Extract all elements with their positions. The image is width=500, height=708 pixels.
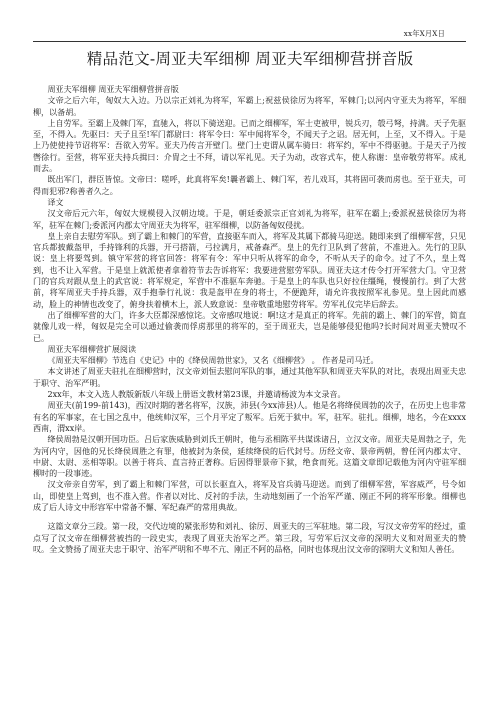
date-line: xx年X月X日 xyxy=(403,29,445,38)
extended-reading-heading: 周亚夫军细柳营扩展阅读 xyxy=(47,344,136,354)
translation-heading: 译文 xyxy=(47,197,64,207)
document-title: 精品范文-周亚夫军细柳 周亚夫军细柳营拼音版 xyxy=(86,50,414,68)
extended-reading-paragraph: 本文讲述了周亚夫驻扎在细柳营时，汉文帝刘恒去慰问军队的事，通过其他军队和周亚夫军队的对比，表现出周亚夫忠于职守、治军严明。 xyxy=(33,367,466,388)
header-rule xyxy=(33,41,466,42)
translation-paragraph: 汉文帝后元六年，匈奴大规模侵入汉朝边境。于是，朝廷委派宗正官刘礼为将军，驻军在霸上;委派祝兹侯徐厉为将军，驻军在棘门;委派河内郡太守周亚夫为将军，驻军细柳，以防备匈奴侵扰。 xyxy=(33,209,466,230)
extended-reading-paragraph: 绛侯周勃是汉朝开国功臣。吕后家族威胁到刘氏王朝时，他与丞相陈平共谋诛诸吕，立汉文帝。周亚夫是周勃之子，先为河内守，因他的兄长绛侯周胜之有罪，他被封为条侯，延续绛侯的后代封号。历经文帝、景帝两朝，曾任河内郡太守、中尉、太尉、丞相等职。以善于将兵、直言持正著称。后因得罪景帝下狱，绝食而死。这篇文章即记载他为河内守驻军细柳时的一段事迹。 xyxy=(33,435,466,479)
structure-analysis-paragraph: 这篇文章分三段。第一段，交代边境的紧张形势和刘礼、徐厉、周亚夫的三军驻地。第二段，写汉文帝劳军的经过，重点写了汉文帝在细柳营被挡的一段史实，表现了周亚夫治军之严。第三段，写劳军后汉文帝的深明大义和对周亚夫的赞叹。全文赞扬了周亚夫忠于职守、治军严明和不卑不亢、刚正不阿的品格，同时也体现出汉文帝的深明大义和知人善任。 xyxy=(33,522,466,554)
original-text-paragraph: 既出军门，群臣皆惊。文帝曰：嗟呼，此真将军矣!曩者霸上、棘门军，若儿戏耳，其将固可袭而虏也。至于亚夫，可得而犯邪?称善者久之。 xyxy=(33,175,466,196)
translation-paragraph: 出了细柳军营的大门，许多大臣都深感惊诧。文帝感叹地说：啊!这才是真正的将军。先前的霸上、棘门的军营，简直就像儿戏一样，匈奴是完全可以通过偷袭而俘虏那里的将军的，至于周亚夫，岂是能够侵犯他吗?长时间对周亚夫赞叹不已。 xyxy=(33,310,466,343)
extended-reading-paragraph: 《周亚夫军细柳》节选自《史记》中的《绛侯周勃世家》，又名《细柳营》 。 作者是司马迁。 xyxy=(47,356,379,366)
extended-reading-paragraph: 周亚夫(前199-前143)，西汉时期的著名将军，汉族，沛县(今xx沛县)人。他是名将绛侯周勃的次子，在历史上也非常有名的军事家，在七国之乱中，他统帅汉军，三个月平定了叛军。后死于狱中。军，驻军。驻扎。细柳，地名，今在xxxx西南，渭xx岸。 xyxy=(33,401,466,433)
subtitle-paragraph: 周亚夫军细柳 周亚夫军细柳营拼音版 xyxy=(47,85,179,94)
original-text-paragraph: 上自劳军。至霸上及棘门军，直驰入，将以下骑送迎。已而之细柳军，军士吏被甲，锐兵刃，彀弓弩，持满。天子先驱至，不得入。先驱曰：天子且至!军门都尉曰：将军令曰：军中闻将军令，不闻天子之诏。居无何，上至，又不得入。于是上乃使使持节诏将军：吾欲入劳军。亚夫乃传言开壁门。壁门士吏谓从属车骑曰：将军约，军中不得驱驰。于是天子乃按辔徐行。至营，将军亚夫持兵揖曰：介胄之士不拜，请以军礼见。天子为动，改容式车，使人称谢：皇帝敬劳将军。成礼而去。 xyxy=(33,118,466,174)
original-text-paragraph: 文帝之后六年，匈奴大入边。乃以宗正刘礼为将军，军霸上;祝兹侯徐厉为将军，军棘门;以河内守亚夫为将军，军细柳，以备胡。 xyxy=(33,96,466,117)
document-body xyxy=(33,84,466,555)
extended-reading-paragraph: 汉文帝亲自劳军，到了霸上和棘门军营，可以长驱直入，将军及官兵骑马迎送。而到了细柳军营，军容威严，号令如山，即使皇上驾到，也不准入营。作者以对比、反衬的手法，生动地刻画了一个治军严谨、刚正不阿的将军形象。细柳也成了后人诗文中形容军中常备不懈、军纪森严的常用典故。 xyxy=(33,480,466,512)
extended-reading-paragraph: 2xx年，本文入选人教版新版八年级上册语文教材第23课，并邀请杨波为本文录音。 xyxy=(47,390,346,400)
translation-paragraph: 皇上亲自去慰劳军队。到了霸上和棘门的军营，直接驱车而入，将军及其属下都骑马迎送。随即来到了细柳军营，只见官兵都披戴盔甲，手持锋利的兵器，开弓搭箭，弓拉满月，戒备森严。皇上的先行卫队到了营前，不准进入。先行的卫队说：皇上将要驾到。镇守军营的将官回答：将军有令：军中只听从将军的命令，不听从天子的命令。过了不久，皇上驾到，也不让入军营。于是皇上就派使者拿着符节去告诉将军：我要进营慰劳军队。周亚夫这才传令打开军营大门。守卫营门的官兵对跟从皇上的武官说：将军规定，军营中不准驱车奔驰。于是皇上的车队也只好拉住缰绳，慢慢前行。到了大营前，将军周亚夫手持兵器，双手抱拳行礼说：我是盔甲在身的将士，不便跪拜，请允许我按照军礼参见。皇上因此而感动，脸上的神情也改变了，俯身扶着横木上，派人致意说：皇帝敬重地慰劳将军。劳军礼仪完毕后辞去。 xyxy=(33,231,466,309)
